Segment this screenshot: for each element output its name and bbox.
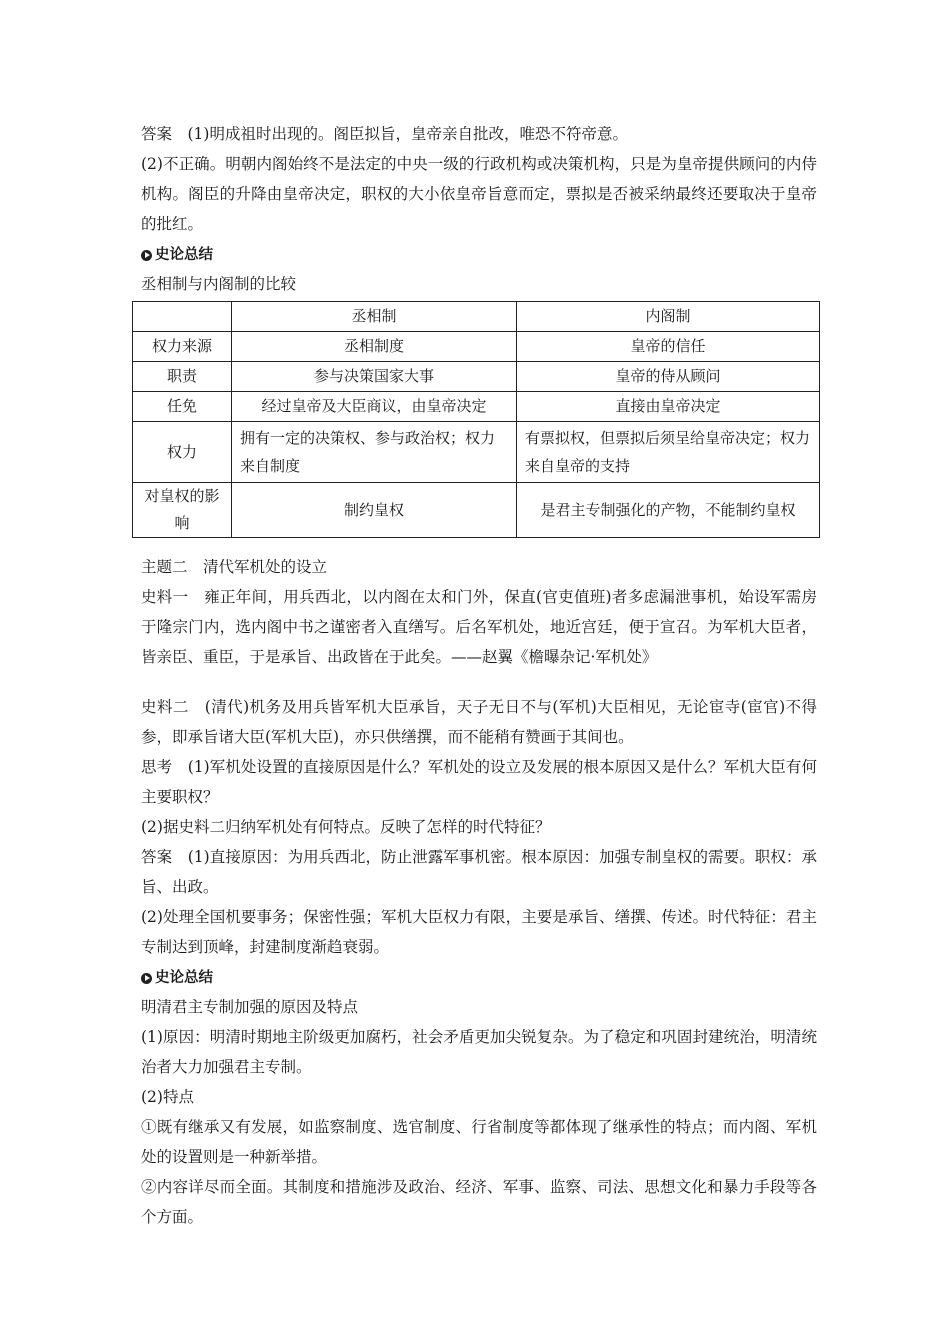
summary-1-heading-text: 史论总结 bbox=[155, 247, 213, 263]
summary-2-features-title: (2)特点 bbox=[141, 1088, 194, 1106]
summary-2-reason: (1)原因：明清时期地主阶级更加腐朽，社会矛盾更加尖锐复杂。为了稳定和巩固封建统治，明清统治者大力加强君主专制。 bbox=[141, 1028, 817, 1076]
table-cell: 有票拟权，但票拟后须呈给皇帝决定；权力来自皇帝的支持 bbox=[517, 422, 820, 483]
table-cell: 权力来源 bbox=[133, 332, 232, 362]
table-cell: 拥有一定的决策权、参与政治权；权力来自制度 bbox=[232, 422, 517, 483]
table-cell: 经过皇帝及大臣商议，由皇帝决定 bbox=[232, 392, 517, 422]
answer-1-line-1: 答案 (1)明成祖时出现的。阁臣拟旨，皇帝亲自批改，唯恐不符帝意。 bbox=[141, 125, 628, 143]
table-cell: 丞相制度 bbox=[232, 332, 517, 362]
table-cell: 制约皇权 bbox=[232, 483, 517, 538]
topic-2-source-2: 史料二 (清代)机务及用兵皆军机大臣承旨，天子无日不与(军机)大臣相见，无论宦寺(宦官)不得参，即承旨诸大臣(军机大臣)，亦只供缮撰，而不能稍有赞画于其间也。 bbox=[141, 698, 817, 746]
table-row bbox=[133, 483, 820, 538]
table-cell: 任免 bbox=[133, 392, 232, 422]
topic-2-think-2: (2)据史料二归纳军机处有何特点。反映了怎样的时代特征？ bbox=[141, 818, 551, 836]
summary-1-heading bbox=[141, 243, 817, 267]
table-row bbox=[133, 422, 820, 483]
summary-2-heading-text: 史论总结 bbox=[155, 970, 213, 986]
table-cell: 权力 bbox=[133, 422, 232, 483]
table-cell: 皇帝的信任 bbox=[517, 332, 820, 362]
topic-2-source-1: 史料一 雍正年间，用兵西北，以内阁在太和门外，保直(官吏值班)者多虑漏泄事机，始设军需房于隆宗门内，选内阁中书之谨密者入直缮写。后名军机处，地近宫廷，便于宣召。为军机大臣者，皆亲臣、重臣，于是承旨、出政皆在于此矣。——赵翼《檐曝杂记·军机处》 bbox=[141, 588, 817, 666]
summary-2-heading bbox=[141, 966, 817, 990]
table-cell: 皇帝的侍从顾问 bbox=[517, 362, 820, 392]
summary-1-caption: 丞相制与内阁制的比较 bbox=[141, 275, 297, 293]
summary-2-caption: 明清君主专制加强的原因及特点 bbox=[141, 998, 359, 1016]
table-row bbox=[133, 392, 820, 422]
answer-1-line-2: (2)不正确。明朝内阁始终不是法定的中央一级的行政机构或决策机构，只是为皇帝提供顾问的内侍机构。阁臣的升降由皇帝决定，职权的大小依皇帝旨意而定，票拟是否被采纳最终还要取决于皇帝的批红。 bbox=[141, 155, 817, 233]
table-row bbox=[133, 362, 820, 392]
play-circle-icon bbox=[141, 973, 152, 984]
table-header-cell: 丞相制 bbox=[232, 302, 517, 332]
topic-2-title: 主题二 清代军机处的设立 bbox=[141, 558, 328, 576]
table-cell: 参与决策国家大事 bbox=[232, 362, 517, 392]
table-row bbox=[133, 332, 820, 362]
table-cell: 直接由皇帝决定 bbox=[517, 392, 820, 422]
table-cell: 对皇权的影响 bbox=[133, 483, 232, 538]
comparison-table bbox=[132, 301, 820, 538]
document-content bbox=[141, 119, 817, 1232]
topic-2-answer-1: 答案 (1)直接原因：为用兵西北，防止泄露军事机密。根本原因：加强专制皇权的需要。职权：承旨、出政。 bbox=[141, 848, 817, 896]
table-header-cell bbox=[133, 302, 232, 332]
table-cell: 职责 bbox=[133, 362, 232, 392]
topic-2-think-1: 思考 (1)军机处设置的直接原因是什么？军机处的设立及发展的根本原因又是什么？军机大臣有何主要职权？ bbox=[141, 758, 817, 806]
table-header-cell: 内阁制 bbox=[517, 302, 820, 332]
play-circle-icon bbox=[141, 250, 152, 261]
table-header-row bbox=[133, 302, 820, 332]
summary-2-feature-2: ②内容详尽而全面。其制度和措施涉及政治、经济、军事、监察、司法、思想文化和暴力手段等各个方面。 bbox=[141, 1178, 817, 1226]
summary-2-feature-1: ①既有继承又有发展，如监察制度、选官制度、行省制度等都体现了继承性的特点；而内阁、军机处的设置则是一种新举措。 bbox=[141, 1118, 817, 1166]
topic-2-answer-2: (2)处理全国机要事务；保密性强；军机大臣权力有限，主要是承旨、缮撰、传述。时代特征：君主专制达到顶峰，封建制度渐趋衰弱。 bbox=[141, 908, 817, 956]
table-cell: 是君主专制强化的产物，不能制约皇权 bbox=[517, 483, 820, 538]
